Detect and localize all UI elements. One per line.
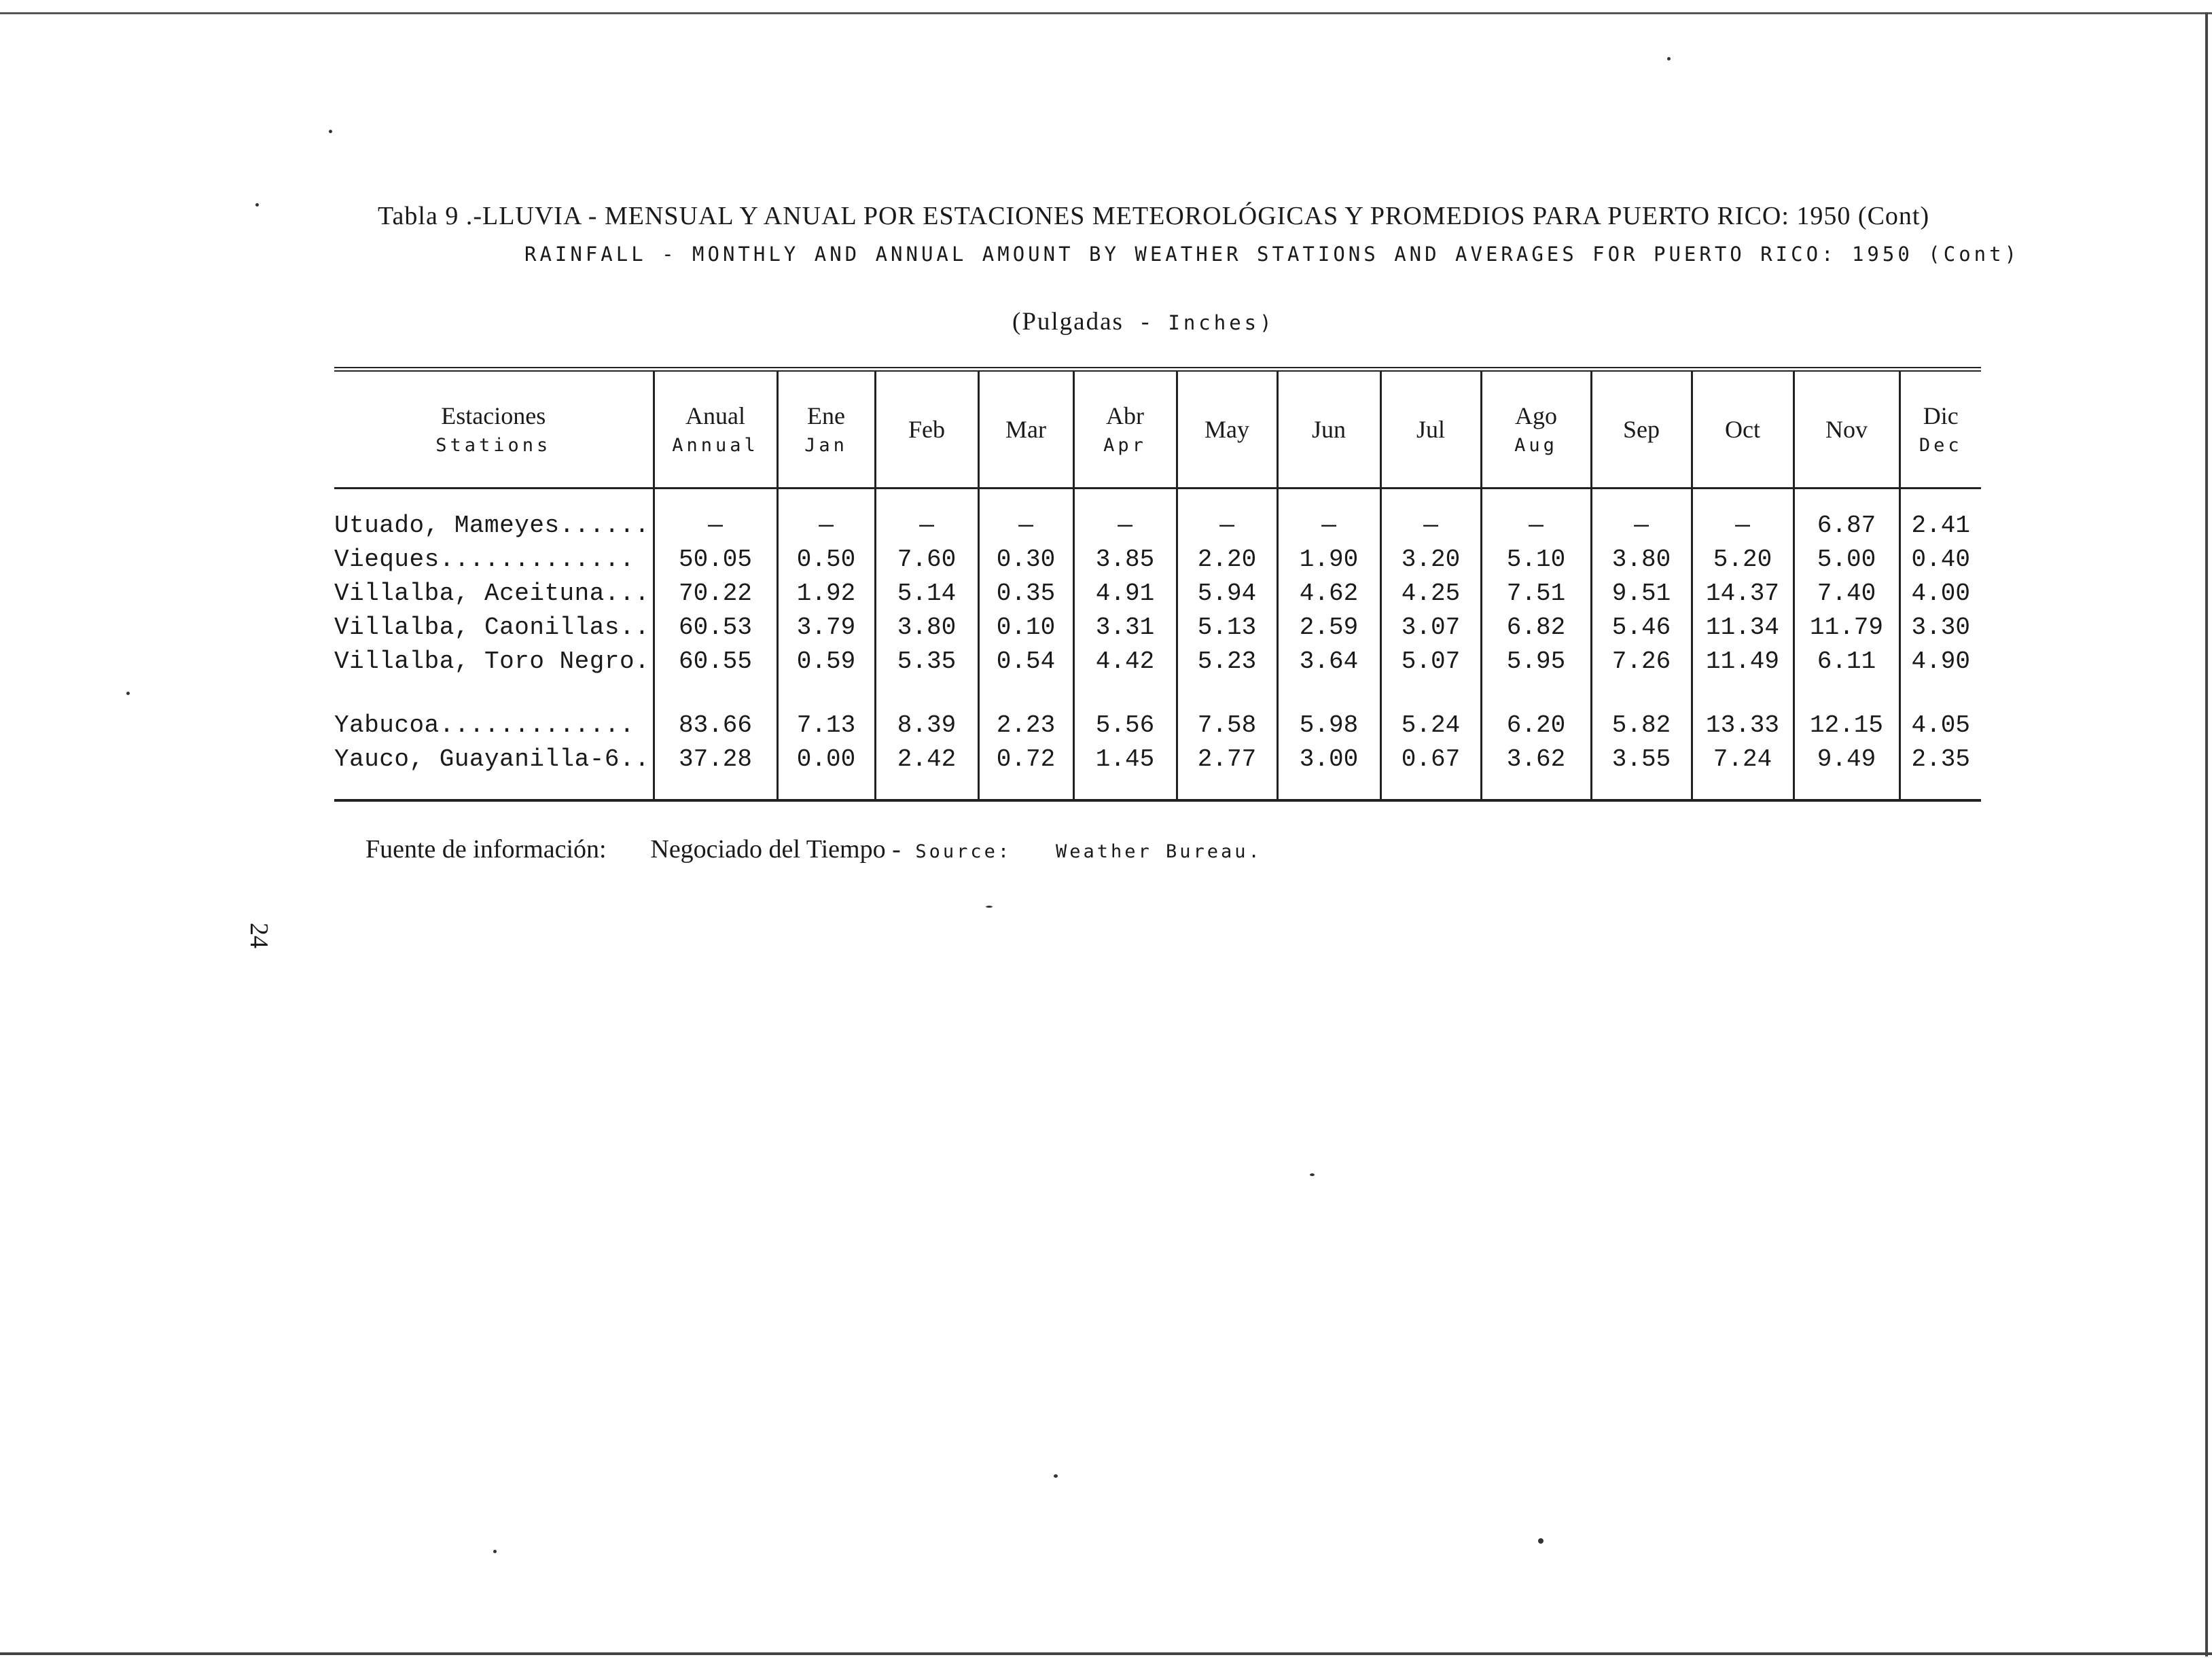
rainfall-value-cell: 11.79 [1794,610,1899,644]
rainfall-value-cell: 3.80 [875,610,978,644]
spacer-cell [1073,776,1177,800]
spacer-cell [1692,489,1794,509]
rainfall-value-cell: 8.39 [875,708,978,742]
spacer-cell [777,678,875,708]
rainfall-value-cell: 14.37 [1692,576,1794,610]
column-header [777,370,875,489]
rainfall-value-cell: 3.30 [1899,610,1981,644]
units-label-english: Inches) [1168,311,1275,334]
rainfall-value-cell: 5.20 [1692,542,1794,576]
rainfall-value-cell: 3.20 [1380,542,1481,576]
rainfall-value-cell: 4.91 [1073,576,1177,610]
column-header [978,370,1073,489]
spacer-cell [1177,489,1277,509]
column-header [1177,370,1277,489]
rainfall-value-cell: 1.90 [1277,542,1380,576]
column-header-spanish: Jun [1311,416,1346,443]
rainfall-value-cell: — [1481,508,1591,542]
rainfall-value-cell: — [1177,508,1277,542]
rainfall-value-cell: 3.85 [1073,542,1177,576]
rainfall-value-cell: 3.31 [1073,610,1177,644]
table-spacer-row [334,489,1981,509]
rainfall-value-cell: 3.64 [1277,644,1380,678]
column-header-spanish: May [1205,416,1249,443]
rainfall-value-cell: 4.42 [1073,644,1177,678]
spacer-cell [978,776,1073,800]
rainfall-value-cell: 83.66 [654,708,777,742]
page-border [2205,12,2208,1656]
column-header-spanish: Estaciones [441,402,546,429]
rainfall-value-cell: 1.92 [777,576,875,610]
spacer-cell [334,489,654,509]
rainfall-value-cell: 2.42 [875,742,978,776]
source-value-spanish: Negociado del Tiempo - [650,835,901,864]
rainfall-value-cell: 5.10 [1481,542,1591,576]
column-header-spanish: Nov [1825,416,1868,443]
column-header [1591,370,1692,489]
column-header [1277,370,1380,489]
rainfall-value-cell: 7.58 [1177,708,1277,742]
rainfall-value-cell: 4.62 [1277,576,1380,610]
rainfall-value-cell: 37.28 [654,742,777,776]
spacer-cell [1073,489,1177,509]
table-spacer-row [334,776,1981,800]
spacer-cell [654,776,777,800]
rainfall-value-cell: 7.51 [1481,576,1591,610]
scan-speck [329,130,332,133]
rainfall-value-cell: — [1692,508,1794,542]
rainfall-value-cell: 2.20 [1177,542,1277,576]
table-row [334,576,1981,610]
spacer-cell [1591,776,1692,800]
spacer-cell [334,678,654,708]
column-header [1794,370,1899,489]
spacer-cell [875,489,978,509]
spacer-cell [1899,678,1981,708]
spacer-cell [1277,776,1380,800]
column-header [1380,370,1481,489]
station-name-cell: Villalba, Toro Negro. [334,647,650,675]
scan-speck [1054,1474,1058,1478]
column-header-spanish: Oct [1725,416,1760,443]
rainfall-value-cell: 9.51 [1591,576,1692,610]
table-row [334,610,1981,644]
rainfall-value-cell: 5.23 [1177,644,1277,678]
spacer-cell [1794,776,1899,800]
column-header-english: Apr [1103,435,1147,456]
rainfall-value-cell: 3.80 [1591,542,1692,576]
rainfall-value-cell: 11.34 [1692,610,1794,644]
rainfall-value-cell: — [875,508,978,542]
rainfall-value-cell: 5.07 [1380,644,1481,678]
rainfall-value-cell: 0.40 [1899,542,1981,576]
spacer-cell [1899,776,1981,800]
rainfall-value-cell: 3.79 [777,610,875,644]
column-header-spanish: Dic [1923,402,1959,429]
rainfall-value-cell: 50.05 [654,542,777,576]
rainfall-value-cell: 12.15 [1794,708,1899,742]
rainfall-value-cell: 0.54 [978,644,1073,678]
spacer-cell [1380,678,1481,708]
column-header-spanish: Mar [1005,416,1046,443]
spacer-cell [334,776,654,800]
spacer-cell [777,776,875,800]
rainfall-value-cell: 7.40 [1794,576,1899,610]
page-border [0,1652,2212,1655]
page-border [0,12,2212,14]
rainfall-value-cell: — [1073,508,1177,542]
rainfall-value-cell: 5.95 [1481,644,1591,678]
spacer-cell [777,489,875,509]
station-name-cell: Yauco, Guayanilla-6.. [334,745,650,773]
rainfall-value-cell: — [777,508,875,542]
table-row [334,742,1981,776]
station-name-cell: Villalba, Caonillas.. [334,613,650,641]
column-header-spanish: Abr [1106,402,1144,429]
rainfall-value-cell: 6.20 [1481,708,1591,742]
rainfall-value-cell: 0.30 [978,542,1073,576]
rainfall-value-cell: 4.25 [1380,576,1481,610]
scan-speck [1310,1173,1315,1176]
table-spacer-row [334,678,1981,708]
column-header [1073,370,1177,489]
rainfall-value-cell: 2.59 [1277,610,1380,644]
rainfall-value-cell: 0.72 [978,742,1073,776]
source-label-english: Source: [915,841,1012,862]
rainfall-value-cell: 7.60 [875,542,978,576]
scan-speck [255,203,259,207]
rainfall-value-cell: — [1277,508,1380,542]
column-header-english: Aug [1514,435,1558,456]
rainfall-value-cell: 5.56 [1073,708,1177,742]
rainfall-value-cell: 5.35 [875,644,978,678]
scan-speck [493,1550,497,1553]
spacer-cell [1481,678,1591,708]
rainfall-value-cell: 0.67 [1380,742,1481,776]
rainfall-value-cell: 2.23 [978,708,1073,742]
station-name-cell: Vieques............. [334,545,635,573]
source-note [365,834,1262,865]
column-header [1481,370,1591,489]
rainfall-value-cell: 5.46 [1591,610,1692,644]
table-row [334,644,1981,678]
spacer-cell [1481,489,1591,509]
column-header [875,370,978,489]
source-value-english: Weather Bureau. [1055,841,1262,862]
rainfall-value-cell: 5.82 [1591,708,1692,742]
column-header-english: Dec [1919,435,1963,456]
rainfall-value-cell: 60.55 [654,644,777,678]
rainfall-value-cell: 60.53 [654,610,777,644]
source-label-spanish: Fuente de información: [365,835,607,864]
page-number: 24 [245,923,273,948]
rainfall-value-cell: 7.26 [1591,644,1692,678]
rainfall-value-cell: 2.35 [1899,742,1981,776]
units-label-spanish: (Pulgadas [1012,308,1124,336]
spacer-cell [1692,678,1794,708]
units-separator: - [1138,311,1154,336]
rainfall-value-cell: 5.14 [875,576,978,610]
rainfall-value-cell: 3.07 [1380,610,1481,644]
rainfall-value-cell: 13.33 [1692,708,1794,742]
scan-speck [1667,57,1671,60]
column-header-spanish: Ago [1515,402,1557,429]
spacer-cell [1177,776,1277,800]
rainfall-value-cell: 5.13 [1177,610,1277,644]
column-header [654,370,777,489]
rainfall-value-cell: 0.10 [978,610,1073,644]
rainfall-value-cell: 4.05 [1899,708,1981,742]
column-header-spanish: Feb [908,416,945,443]
rainfall-value-cell: — [1591,508,1692,542]
spacer-cell [1794,489,1899,509]
rainfall-value-cell: 0.00 [777,742,875,776]
spacer-cell [1277,678,1380,708]
rainfall-value-cell: 6.87 [1794,508,1899,542]
spacer-cell [1899,489,1981,509]
rainfall-value-cell: 4.90 [1899,644,1981,678]
rainfall-value-cell: 5.00 [1794,542,1899,576]
rainfall-value-cell: 2.41 [1899,508,1981,542]
spacer-cell [978,678,1073,708]
rainfall-value-cell: 70.22 [654,576,777,610]
rainfall-value-cell: 6.82 [1481,610,1591,644]
spacer-cell [1073,678,1177,708]
spacer-cell [875,776,978,800]
rainfall-value-cell: 0.50 [777,542,875,576]
column-header-english: Stations [435,435,552,456]
spacer-cell [1591,489,1692,509]
column-header-spanish: Sep [1623,416,1660,443]
station-name-cell: Utuado, Mameyes...... [334,511,650,539]
rainfall-value-cell: 5.24 [1380,708,1481,742]
rainfall-value-cell: 5.94 [1177,576,1277,610]
scan-speck [986,906,993,908]
column-header [334,370,654,489]
scan-speck [126,692,130,695]
spacer-cell [875,678,978,708]
rainfall-value-cell: 1.45 [1073,742,1177,776]
rainfall-value-cell: — [978,508,1073,542]
spacer-cell [654,678,777,708]
column-header-spanish: Anual [685,402,745,429]
table-title-english: RAINFALL - MONTHLY AND ANNUAL AMOUNT BY WEATHER STATIONS AND AVERAGES FOR PUERTO RICO: 1950 (Cont) [524,243,2020,266]
rainfall-value-cell: 2.77 [1177,742,1277,776]
column-header [1692,370,1794,489]
table-row [334,542,1981,576]
spacer-cell [1481,776,1591,800]
rainfall-value-cell: 7.24 [1692,742,1794,776]
units-label [1012,307,1275,336]
spacer-cell [1177,678,1277,708]
station-name-cell: Yabucoa............. [334,711,635,739]
station-name-cell: Villalba, Aceituna... [334,579,650,607]
rainfall-value-cell: 6.11 [1794,644,1899,678]
spacer-cell [1277,489,1380,509]
rainfall-value-cell: 3.62 [1481,742,1591,776]
table-title-spanish: Tabla 9 .-LLUVIA - MENSUAL Y ANUAL POR ESTACIONES METEOROLÓGICAS Y PROMEDIOS PARA PUERTO RICO: 1950 (Cont) [378,202,1930,230]
column-header-spanish: Ene [807,402,845,429]
rainfall-value-cell: 4.00 [1899,576,1981,610]
scan-speck [1538,1538,1544,1544]
rainfall-value-cell: 3.55 [1591,742,1692,776]
spacer-cell [1380,776,1481,800]
spacer-cell [978,489,1073,509]
spacer-cell [1591,678,1692,708]
table-row [334,508,1981,542]
rainfall-value-cell: — [1380,508,1481,542]
table-row [334,708,1981,742]
rainfall-value-cell: 5.98 [1277,708,1380,742]
spacer-cell [1380,489,1481,509]
column-header-spanish: Jul [1416,416,1445,443]
column-header-english: Jan [804,435,848,456]
spacer-cell [654,489,777,509]
rainfall-value-cell: 3.00 [1277,742,1380,776]
rainfall-value-cell: 9.49 [1794,742,1899,776]
column-header-english: Annual [672,435,759,456]
rainfall-value-cell: 0.35 [978,576,1073,610]
rainfall-value-cell: — [654,508,777,542]
rainfall-value-cell: 11.49 [1692,644,1794,678]
rainfall-value-cell: 0.59 [777,644,875,678]
spacer-cell [1692,776,1794,800]
spacer-cell [1794,678,1899,708]
rainfall-value-cell: 7.13 [777,708,875,742]
rainfall-table [334,367,1981,802]
column-header [1899,370,1981,489]
